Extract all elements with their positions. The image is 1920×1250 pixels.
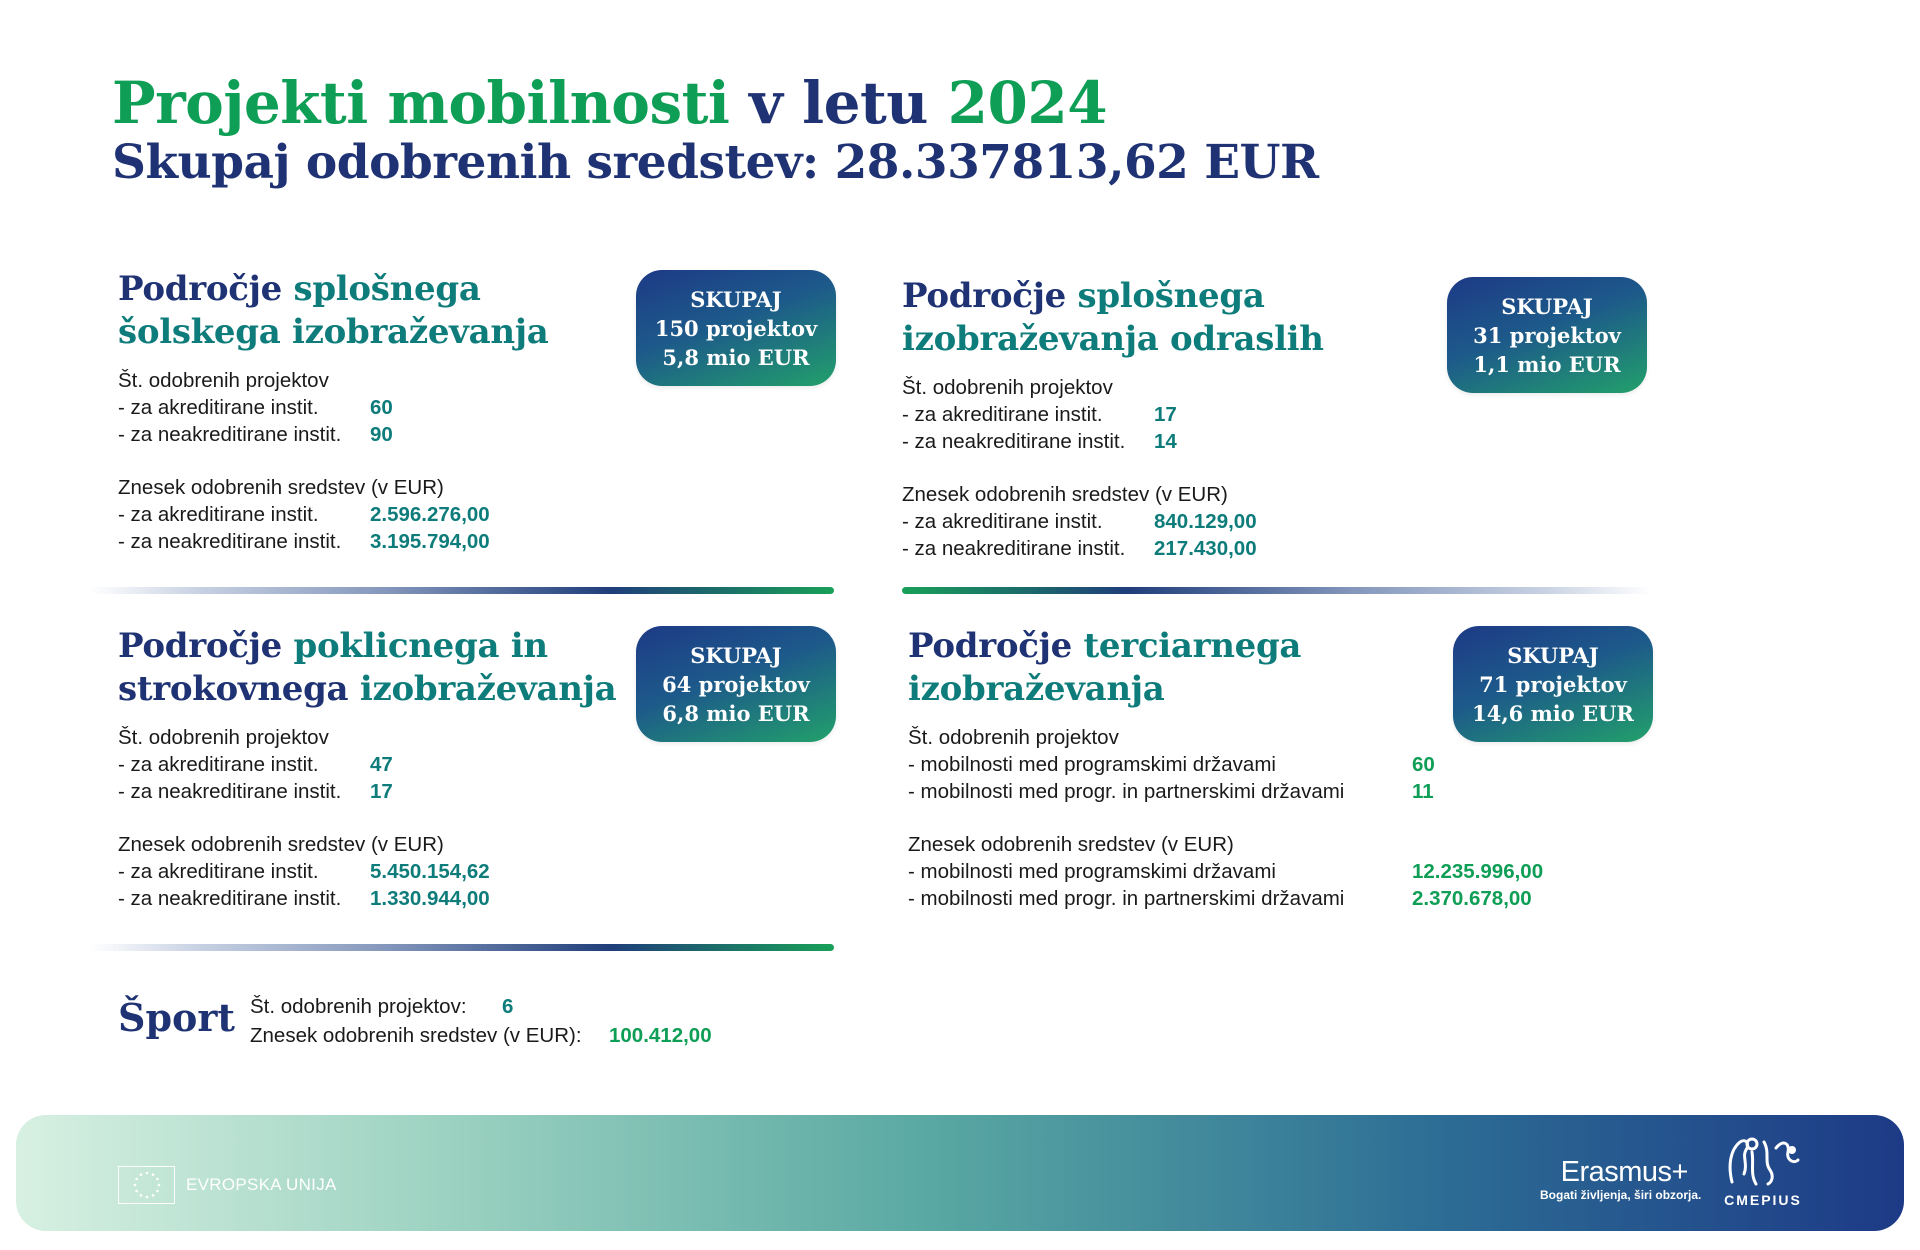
- badge-title: SKUPAJ: [690, 642, 782, 668]
- page-subtitle: Skupaj odobrenih sredstev: 28.337813,62 EUR: [112, 135, 1319, 190]
- erasmus-name: Erasmus+: [1560, 1156, 1688, 1188]
- section-heading: Področje splošnega izobraževanja odraslih: [902, 276, 1324, 359]
- section-divider: [90, 587, 834, 594]
- list-item: - za akreditirane instit. 60: [118, 396, 393, 419]
- section-vocational: [118, 625, 616, 711]
- erasmus-slogan: Bogati življenja, širi obzorja.: [1540, 1188, 1702, 1202]
- list-item: - za neakreditirane instit. 14: [902, 430, 1177, 453]
- badge-projects: 31 projektov: [1473, 322, 1621, 348]
- list-item: - za akreditirane instit. 2.596.276,00: [118, 503, 490, 526]
- list-item: - za akreditirane instit. 47: [118, 753, 393, 776]
- section-general-school: [118, 268, 549, 354]
- section-heading: Področje poklicnega in strokovnega izobraževanja: [118, 626, 617, 709]
- amount-label: Znesek odobrenih sredstev (v EUR): [118, 476, 444, 499]
- badge-projects: 150 projektov: [654, 315, 818, 341]
- sport-projects-label: Št. odobrenih projektov:: [250, 995, 467, 1018]
- list-item: - mobilnosti med programskimi državami 12.235.996,00: [908, 860, 1544, 883]
- badge-title: SKUPAJ: [1507, 642, 1599, 668]
- projects-label: Št. odobrenih projektov: [118, 369, 329, 392]
- section-adult-education: [902, 275, 1324, 361]
- sport-projects-value: 6: [502, 995, 514, 1018]
- section-tertiary: [908, 625, 1301, 711]
- sport-heading: Šport: [118, 995, 235, 1040]
- list-item: - mobilnosti med progr. in partnerskimi državami 11: [908, 780, 1434, 803]
- list-item: - za akreditirane instit. 5.450.154,62: [118, 860, 490, 883]
- title-part-1: Projekti mobilnosti: [112, 69, 730, 137]
- sport-amount-label: Znesek odobrenih sredstev (v EUR):: [250, 1024, 582, 1047]
- section-details-general-school: [118, 367, 738, 555]
- badge-amount: 1,1 mio EUR: [1473, 351, 1621, 377]
- section-details-tertiary: [908, 724, 1628, 912]
- badge-amount: 6,8 mio EUR: [662, 700, 810, 726]
- title-part-3: 2024: [947, 69, 1108, 137]
- projects-label: Št. odobrenih projektov: [118, 726, 329, 749]
- badge-projects: 64 projektov: [662, 671, 810, 697]
- list-item: - mobilnosti med programskimi državami 60: [908, 753, 1435, 776]
- list-item: - za neakreditirane instit. 90: [118, 423, 393, 446]
- badge-projects: 71 projektov: [1479, 671, 1627, 697]
- section-heading: Področje terciarnega izobraževanja: [908, 626, 1302, 709]
- cmepius-figures-icon: [1718, 1130, 1808, 1190]
- section-details-adult-education: [902, 374, 1522, 562]
- amount-label: Znesek odobrenih sredstev (v EUR): [118, 833, 444, 856]
- section-divider: [902, 587, 1652, 594]
- cmepius-logo: [1718, 1130, 1808, 1212]
- list-item: - za neakreditirane instit. 217.430,00: [902, 537, 1257, 560]
- section-details-vocational: [118, 724, 738, 912]
- badge-title: SKUPAJ: [690, 286, 782, 312]
- list-item: - za neakreditirane instit. 1.330.944,00: [118, 887, 490, 910]
- list-item: - mobilnosti med progr. in partnerskimi državami 2.370.678,00: [908, 887, 1532, 910]
- cmepius-name: CMEPIUS: [1724, 1192, 1802, 1208]
- projects-label: Št. odobrenih projektov: [902, 376, 1113, 399]
- page-title: [112, 70, 1107, 136]
- section-divider: [90, 944, 834, 951]
- list-item: - za neakreditirane instit. 17: [118, 780, 393, 803]
- sport-amount-value: 100.412,00: [609, 1024, 712, 1047]
- erasmus-logo: [1540, 1156, 1702, 1203]
- eu-stars-icon: [130, 1170, 164, 1200]
- eu-flag-icon: [118, 1166, 175, 1204]
- list-item: - za akreditirane instit. 840.129,00: [902, 510, 1257, 533]
- amount-label: Znesek odobrenih sredstev (v EUR): [908, 833, 1234, 856]
- list-item: - za akreditirane instit. 17: [902, 403, 1177, 426]
- list-item: - za neakreditirane instit. 3.195.794,00: [118, 530, 490, 553]
- section-heading: Področje splošnega šolskega izobraževanja: [118, 269, 549, 352]
- eu-label: EVROPSKA UNIJA: [186, 1175, 337, 1194]
- badge-amount: 14,6 mio EUR: [1472, 700, 1634, 726]
- projects-label: Št. odobrenih projektov: [908, 726, 1119, 749]
- badge-title: SKUPAJ: [1501, 293, 1593, 319]
- title-part-2: v letu: [749, 69, 928, 137]
- amount-label: Znesek odobrenih sredstev (v EUR): [902, 483, 1228, 506]
- badge-amount: 5,8 mio EUR: [662, 344, 810, 370]
